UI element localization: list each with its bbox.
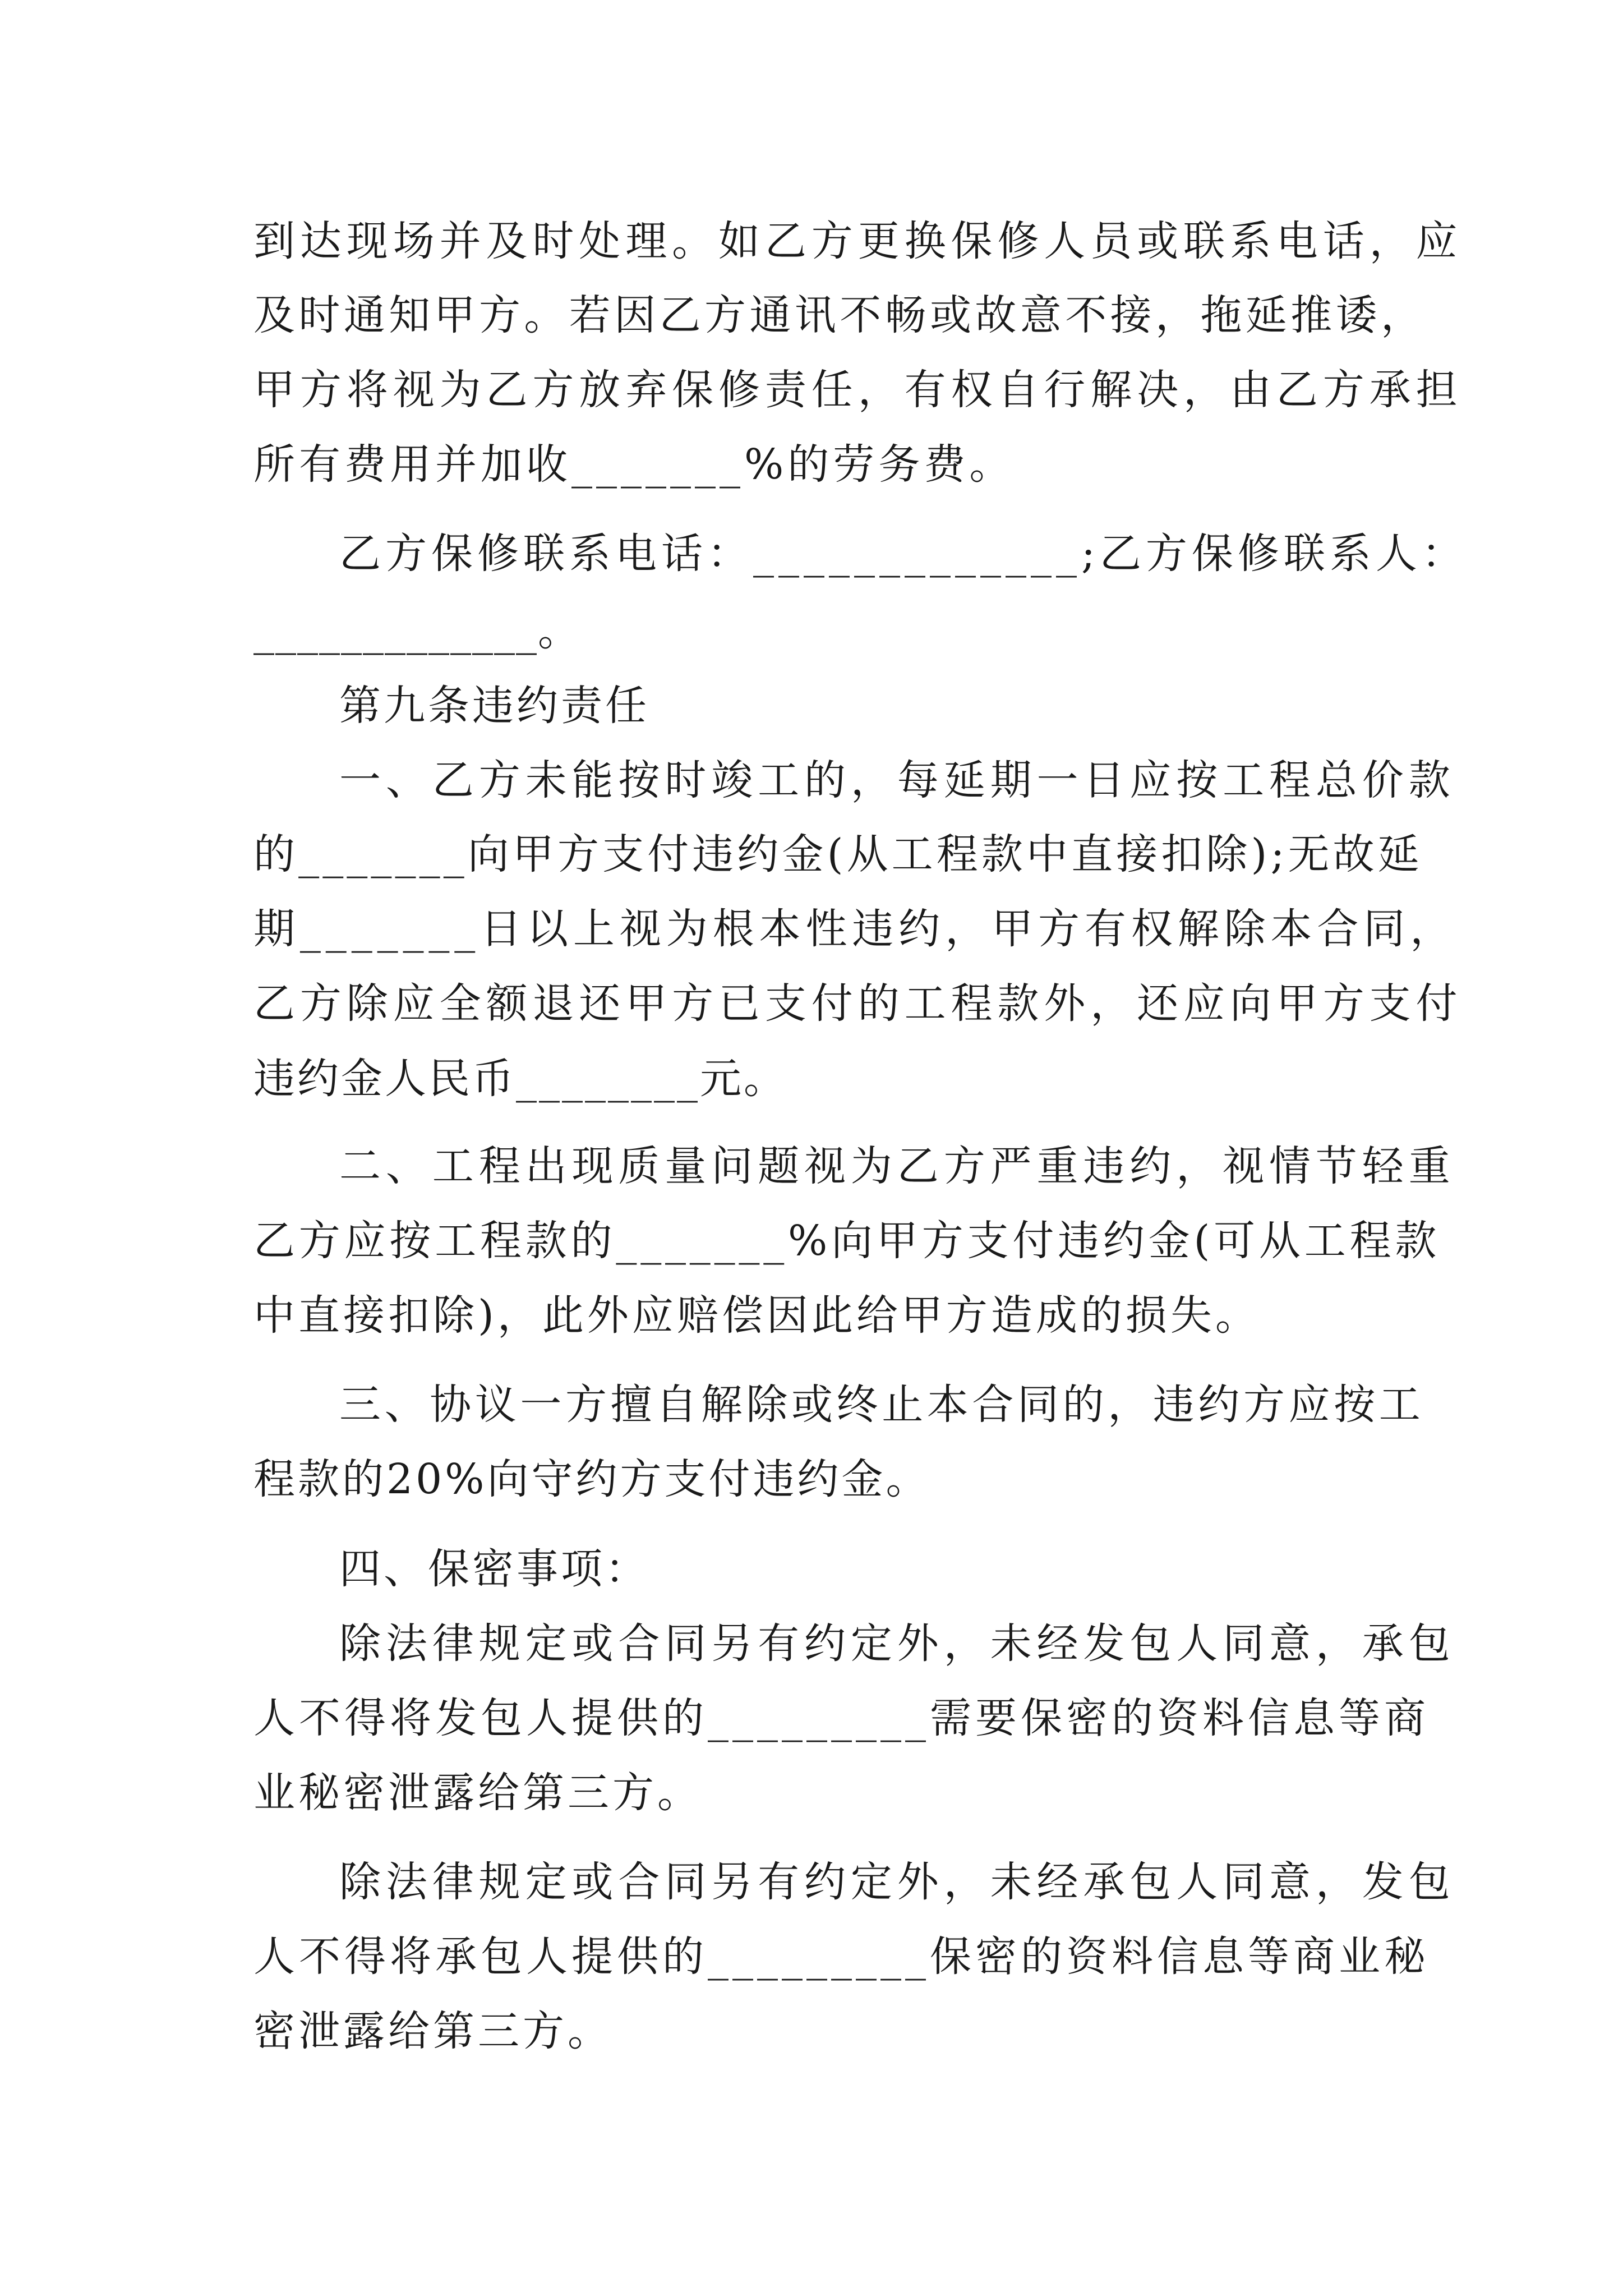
text-line: 三、协议一方擅自解除或终止本合同的，违约方应按工 bbox=[339, 1381, 1424, 1429]
text-line: 期_______日以上视为根本性违约，甲方有权解除本合同， bbox=[253, 905, 1457, 953]
text-line: 二、工程出现质量问题视为乙方严重违约，视情节轻重 bbox=[339, 1142, 1455, 1190]
text-line: 乙方除应全额退还甲方已支付的工程款外，还应向甲方支付 bbox=[253, 979, 1463, 1028]
text-line: 除法律规定或合同另有约定外，未经承包人同意，发包 bbox=[339, 1858, 1455, 1906]
text-line: 所有费用并加收_______%的劳务费。 bbox=[253, 440, 1015, 489]
text-line: 到达现场并及时处理。如乙方更换保修人员或联系电话，应 bbox=[253, 217, 1463, 265]
text-line: _____________。 bbox=[253, 607, 580, 655]
section-heading: 第九条违约责任 bbox=[339, 682, 649, 730]
text-line: 违约金人民币________元。 bbox=[253, 1055, 787, 1103]
text-line: 乙方保修联系电话：_____________;乙方保修联系人： bbox=[339, 530, 1468, 578]
text-line: 中直接扣除)，此外应赔偿因此给甲方造成的损失。 bbox=[253, 1291, 1260, 1340]
text-line: 业秘密泄露给第三方。 bbox=[253, 1769, 702, 1817]
text-line: 乙方应按工程款的_______%向甲方支付违约金(可从工程款 bbox=[253, 1217, 1441, 1265]
text-line: 程款的20%向守约方支付违约金。 bbox=[253, 1455, 930, 1503]
text-line: 的_______向甲方支付违约金(从工程款中直接扣除);无故延 bbox=[253, 830, 1423, 878]
text-line: 人不得将发包人提供的_________需要保密的资料信息等商 bbox=[253, 1694, 1430, 1742]
text-line: 及时通知甲方。若因乙方通讯不畅或故意不接，拖延推诿， bbox=[253, 291, 1426, 339]
text-line: 四、保密事项： bbox=[339, 1545, 649, 1593]
text-line: 密泄露给第三方。 bbox=[253, 2007, 612, 2055]
text-line: 除法律规定或合同另有约定外，未经发包人同意，承包 bbox=[339, 1619, 1455, 1668]
text-line: 人不得将承包人提供的_________保密的资料信息等商业秘 bbox=[253, 1932, 1430, 1981]
text-line: 一、乙方未能按时竣工的，每延期一日应按工程总价款 bbox=[339, 756, 1455, 804]
text-line: 甲方将视为乙方放弃保修责任，有权自行解决，由乙方承担 bbox=[253, 366, 1463, 414]
